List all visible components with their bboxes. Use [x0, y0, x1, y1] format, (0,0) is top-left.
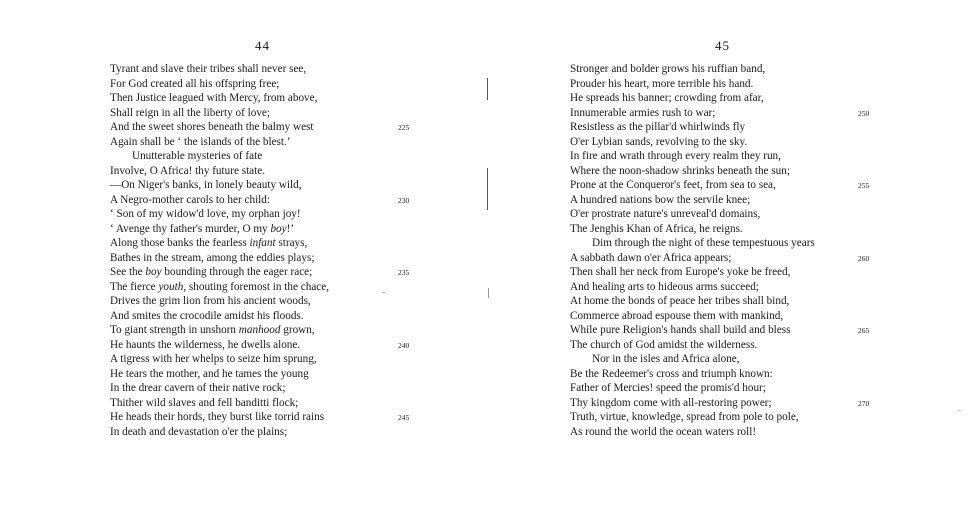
poem-line — [570, 425, 890, 440]
poem-line — [570, 323, 890, 338]
poem-line-text: ‘ Avenge thy father's murder, O my boy!’ — [110, 222, 295, 235]
poem-line — [570, 149, 890, 164]
line-number: 265 — [858, 326, 870, 335]
poem-line-text: While pure Religion's hands shall build and bless — [570, 324, 791, 336]
poem-line-text: Stronger and bolder grows his ruffian band, — [570, 63, 766, 75]
poem-line — [110, 222, 420, 237]
right-page-poem — [570, 62, 890, 439]
poem-line-text: Be the Redeemer's cross and triumph known: — [570, 367, 773, 380]
poem-line — [570, 178, 890, 193]
poem-line-text: He haunts the wilderness, he dwells alone. — [110, 338, 301, 351]
poem-line-text: As round the world the ocean waters roll! — [570, 425, 757, 438]
poem-line — [110, 178, 420, 193]
poem-line-text: He tears the mother, and he tames the young — [110, 367, 309, 380]
poem-line-text: In death and devastation o'er the plains; — [110, 425, 288, 438]
poem-line — [110, 106, 420, 121]
poem-line — [570, 410, 890, 425]
poem-line-text: O'er prostrate nature's unreveal'd domains, — [570, 208, 761, 220]
poem-line-text: Dim through the night of these tempestuous years — [592, 237, 815, 249]
poem-line — [570, 294, 890, 309]
poem-line-text: Truth, virtue, knowledge, spread from pole to pole, — [570, 411, 799, 423]
poem-line-text: And smites the crocodile amidst his floods. — [110, 309, 304, 322]
poem-line — [110, 135, 420, 150]
poem-line-text: Thy kingdom come with all-restoring power; — [570, 396, 772, 409]
line-number: 240 — [398, 340, 410, 350]
poem-line-text: A hundred nations bow the servile knee; — [570, 193, 751, 206]
gutter-mark — [487, 168, 488, 210]
poem-line — [570, 77, 890, 92]
gutter-mark — [487, 78, 488, 100]
poem-line — [110, 396, 420, 411]
poem-line — [570, 106, 890, 121]
poem-line — [570, 396, 890, 411]
poem-line-text: Tyrant and slave their tribes shall never see, — [110, 63, 307, 75]
poem-line-text: Father of Mercies! speed the promis'd hour; — [570, 382, 766, 394]
poem-line-text: Thither wild slaves and fell banditti flock; — [110, 396, 299, 409]
poem-line-text: Nor in the isles and Africa alone, — [592, 353, 740, 365]
line-number: 230 — [398, 195, 410, 205]
poem-line-text: Innumerable armies rush to war; — [570, 106, 716, 119]
poem-line — [110, 352, 420, 367]
poem-line-text: Involve, O Africa! thy future state. — [110, 164, 266, 177]
poem-line — [110, 338, 420, 353]
poem-line-text: The Jenghis Khan of Africa, he reigns. — [570, 222, 743, 235]
poem-line — [110, 280, 420, 295]
poem-line-text: Along those banks the fearless infant strays, — [110, 237, 308, 249]
poem-line-text: A tigress with her whelps to seize him sprung, — [110, 353, 317, 365]
poem-line-text: Then shall her neck from Europe's yoke be freed, — [570, 266, 791, 278]
poem-line-text: For God created all his offspring free; — [110, 77, 280, 90]
poem-line — [570, 164, 890, 179]
poem-line — [110, 62, 420, 77]
poem-line-text: Shall reign in all the liberty of love; — [110, 106, 271, 119]
poem-line-text: Resistless as the pillar'd whirlwinds fly — [570, 121, 746, 133]
left-page-number: 44 — [255, 38, 270, 53]
poem-line-text: Again shall be ‘ the islands of the blest.’ — [110, 135, 291, 148]
poem-line — [570, 352, 890, 367]
poem-line — [110, 236, 420, 251]
poem-line — [570, 135, 890, 150]
poem-line-text: In fire and wrath through every realm they run, — [570, 150, 781, 162]
poem-line — [570, 193, 890, 208]
poem-line-text: The church of God amidst the wilderness. — [570, 338, 758, 351]
poem-line — [570, 251, 890, 266]
poem-line-text: At home the bonds of peace her tribes shall bind, — [570, 295, 790, 307]
poem-line-text: Drives the grim lion from his ancient woods, — [110, 295, 311, 307]
line-number: 270 — [858, 398, 870, 408]
poem-line-text: Then Justice leagued with Mercy, from above, — [110, 92, 318, 104]
poem-line — [110, 91, 420, 106]
poem-line — [570, 381, 890, 396]
poem-line — [570, 120, 890, 135]
poem-line-text: Bathes in the stream, among the eddies plays; — [110, 251, 315, 264]
poem-line — [570, 91, 890, 106]
poem-line-text: Commerce abroad espouse them with mankind, — [570, 309, 784, 322]
poem-line-text: Unutterable mysteries of fate — [132, 150, 263, 162]
edge-mark — [958, 410, 961, 411]
poem-line — [570, 207, 890, 222]
poem-line — [110, 120, 420, 135]
poem-line — [110, 367, 420, 382]
poem-line-text: O'er Lybian sands, revolving to the sky. — [570, 135, 748, 148]
poem-line — [110, 294, 420, 309]
line-number: 245 — [398, 413, 410, 422]
poem-line-text: —On Niger's banks, in lonely beauty wild, — [110, 179, 302, 191]
poem-line-text: To giant strength in unshorn manhood grown, — [110, 324, 315, 336]
poem-line-text: Prouder his heart, more terrible his hand. — [570, 77, 754, 90]
poem-line — [110, 251, 420, 266]
poem-line-text: ‘ Son of my widow'd love, my orphan joy! — [110, 208, 301, 220]
poem-line-text: In the drear cavern of their native rock; — [110, 382, 286, 394]
line-number: 250 — [858, 108, 870, 118]
left-page-poem — [110, 62, 420, 439]
poem-line-text: See the boy bounding through the eager race; — [110, 266, 313, 278]
poem-line-text: Where the noon-shadow shrinks beneath the sun; — [570, 164, 790, 177]
line-number: 225 — [398, 123, 410, 132]
poem-line — [570, 309, 890, 324]
poem-line — [110, 381, 420, 396]
poem-line — [110, 207, 420, 222]
poem-line — [110, 309, 420, 324]
poem-line-text: He heads their hords, they burst like torrid rains — [110, 411, 325, 423]
edge-mark — [382, 292, 385, 293]
poem-line — [110, 164, 420, 179]
poem-line — [110, 265, 420, 280]
poem-line-text: Prone at the Conqueror's feet, from sea to sea, — [570, 179, 776, 191]
gutter-mark — [488, 288, 489, 298]
line-number: 255 — [858, 181, 870, 190]
right-page-number: 45 — [715, 38, 730, 53]
poem-line — [570, 338, 890, 353]
poem-line — [570, 62, 890, 77]
line-number: 260 — [858, 253, 870, 263]
poem-line — [110, 425, 420, 440]
poem-line-text: A Negro-mother carols to her child: — [110, 193, 270, 206]
poem-line — [110, 410, 420, 425]
poem-line — [570, 236, 890, 251]
poem-line — [110, 323, 420, 338]
poem-line-text: The fierce youth, shouting foremost in the chace, — [110, 280, 330, 293]
poem-line-text: He spreads his banner; crowding from afar, — [570, 92, 764, 104]
poem-line — [570, 265, 890, 280]
poem-line — [110, 149, 420, 164]
line-number: 235 — [398, 268, 410, 277]
poem-line — [570, 367, 890, 382]
poem-line-text: And healing arts to hideous arms succeed; — [570, 280, 759, 293]
poem-line — [570, 280, 890, 295]
poem-line — [110, 77, 420, 92]
poem-line — [570, 222, 890, 237]
poem-line-text: A sabbath dawn o'er Africa appears; — [570, 251, 732, 264]
poem-line — [110, 193, 420, 208]
poem-line-text: And the sweet shores beneath the balmy west — [110, 121, 314, 133]
